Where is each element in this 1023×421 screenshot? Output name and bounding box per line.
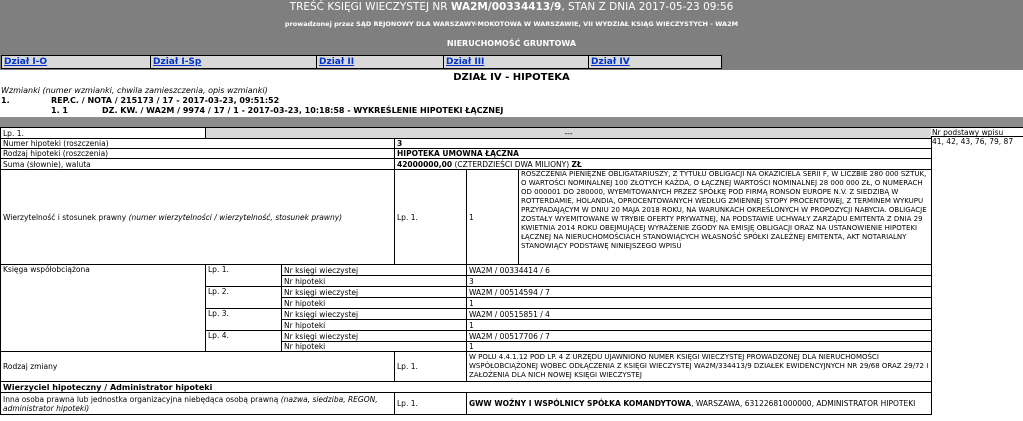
suma-value — [395, 159, 932, 170]
wierzytelnosc-hint: (numer wierzytelności / wierzytelność, stosunek prawny) — [128, 212, 343, 222]
inna-osoba-lp: Lp. 1. — [395, 393, 467, 415]
rodzaj-zmiany-lp: Lp. 1. — [395, 352, 467, 382]
wzmianki-block — [1, 86, 1022, 116]
nr-hipoteki-value: 1 — [467, 320, 932, 331]
nav-dzial-ii[interactable]: Dział II — [317, 56, 444, 68]
inna-osoba-hint: (nazwa, siedziba, REGON, administrator hipoteki) — [3, 394, 378, 413]
table-row — [1, 393, 932, 415]
table-row — [1, 352, 932, 382]
suma-currency: ZŁ — [571, 159, 582, 169]
wzmianka-text: REP.C. / NOTA / 215173 / 17 - 2017-03-23, 09:51:52 — [51, 96, 280, 105]
suma-label: Suma (słownie), waluta — [1, 159, 395, 170]
ksiega-lp: Lp. 3. — [206, 309, 282, 331]
hipoteka-table — [0, 127, 932, 415]
wzmianka-row-2 — [1, 106, 1022, 116]
inna-osoba-value — [467, 393, 932, 415]
nr-ksiegi-value: WA2M / 00334414 / 6 — [467, 265, 932, 276]
table-row — [1, 159, 932, 170]
rodzaj-zmiany-label: Rodzaj zmiany — [1, 352, 395, 382]
wzmianka-number: 1. — [1, 96, 10, 105]
kw-number: WA2M/00334413/9 — [450, 1, 562, 13]
ksiega-lp: Lp. 2. — [206, 287, 282, 309]
court-name: prowadzonej przez SĄD REJONOWY DLA WARSZAWY-MOKOTOWA W WARSZAWIE, VII WYDZIAŁ KSIĄG WIECZYSTYCH - WA2M — [284, 20, 739, 28]
nav-dzial-i-o[interactable]: Dział I-O — [2, 56, 151, 68]
nav-dzial-iv[interactable]: Dział IV — [591, 57, 630, 67]
nr-hipoteki-value: 1 — [467, 298, 932, 309]
wierzyciel-name: GWW WOŹNY I WSPÓLNICY SPÓŁKA KOMANDYTOWA — [469, 399, 692, 408]
nav-dzial-i-sp[interactable]: Dział I-Sp — [151, 56, 317, 68]
nr-ksiegi-value: WA2M / 00515851 / 4 — [467, 309, 932, 320]
wzmianka-number: 1. 1 — [51, 106, 68, 115]
lp-label: Lp. 1. — [1, 128, 206, 139]
nr-hipoteki-label: Nr hipoteki — [282, 298, 467, 309]
nr-ksiegi-value: WA2M / 00514594 / 7 — [467, 287, 932, 298]
separator-bar — [0, 117, 1023, 127]
podstawa-wpisu-column — [931, 127, 1023, 146]
rodzaj-zmiany-text: W POLU 4.4.1.12 POD LP. 4 Z URZĘDU UJAWNIONO NUMER KSIĘGI WIECZYSTEJ PROWADZONEJ DLA NIERUCHOMOŚCI WSPÓŁOBCIĄŻONEJ WOBEC ODŁĄCZENIA Z KSIĘGI WIECZYSTEJ WA2M/334413/9 DZIAŁEK EWIDENCYJNYCH NR 29/68 ORAZ 29/72 I ZAŁOŻENIA DLA NICH NOWEJ KSIĘGI WIECZYSTEJ — [467, 352, 932, 382]
wierzyciel-details: , WARSZAWA, 63122681000000, ADMINISTRATOR HIPOTEKI — [691, 399, 916, 408]
table-row — [1, 170, 932, 265]
nr-hipoteki-value: 1 — [467, 342, 932, 352]
suma-amount: 42000000,00 — [397, 159, 453, 169]
nr-ksiegi-label: Nr księgi wieczystej — [282, 331, 467, 342]
section-nav — [1, 55, 722, 69]
nr-hipoteki-label: Nr hipoteki — [282, 342, 467, 352]
nr-ksiegi-label: Nr księgi wieczystej — [282, 309, 467, 320]
ksiega-lp: Lp. 4. — [206, 331, 282, 352]
ksiega-lp: Lp. 1. — [206, 265, 282, 287]
rodzaj-hipoteki-label: Rodzaj hipoteki (roszczenia) — [1, 149, 395, 159]
header-title-prefix: TREŚĆ KSIĘGI WIECZYSTEJ NR — [289, 1, 448, 13]
wierzytelnosc-label — [1, 170, 395, 265]
wierzytelnosc-number: 1 — [467, 170, 519, 265]
wzmianki-header: Wzmianki (numer wzmianki, chwila zamieszczenia, opis wzmianki) — [1, 86, 268, 95]
table-row — [1, 149, 932, 159]
nr-ksiegi-label: Nr księgi wieczystej — [282, 287, 467, 298]
header-title-suffix: , STAN Z DNIA 2017-05-23 09:56 — [561, 1, 734, 13]
nr-hipoteki-value: 3 — [467, 276, 932, 287]
wzmianka-row-1 — [1, 96, 1022, 106]
podstawa-wpisu-value: 41, 42, 43, 76, 79, 87 — [932, 137, 1014, 146]
table-row — [1, 128, 932, 139]
table-row — [1, 382, 932, 393]
nr-ksiegi-value: WA2M / 00517706 / 7 — [467, 331, 932, 342]
header-title — [0, 1, 1023, 13]
nr-hipoteki-label: Nr hipoteki — [282, 320, 467, 331]
nr-hipoteki-label: Nr hipoteki — [282, 276, 467, 287]
rodzaj-hipoteki-value: HIPOTEKA UMOWNA ŁĄCZNA — [395, 149, 932, 159]
wierzytelnosc-lp: Lp. 1. — [395, 170, 467, 265]
suma-words: (CZTERDZIEŚCI DWA MILIONY) — [454, 159, 570, 169]
inna-osoba-label — [1, 393, 395, 415]
wierzyciel-header: Wierzyciel hipoteczny / Administrator hipoteki — [1, 382, 932, 393]
section-title: DZIAŁ IV - HIPOTEKA — [453, 72, 570, 83]
wzmianka-text: DZ. KW. / WA2M / 9974 / 17 / 1 - 2017-03-23, 10:18:58 - WYKREŚLENIE HIPOTEKI ŁĄCZNEJ — [102, 106, 504, 115]
nav-dzial-iii[interactable]: Dział III — [444, 56, 589, 68]
property-type: NIERUCHOMOŚĆ GRUNTOWA — [446, 39, 577, 48]
nr-ksiegi-label: Nr księgi wieczystej — [282, 265, 467, 276]
table-row — [1, 265, 932, 276]
wierzytelnosc-text: ROSZCZENIA PIENIĘŻNE OBLIGATARIUSZY, Z TYTUŁU OBLIGACJI NA OKAZICIELA SERII F, W LICZBIE 280 000 SZTUK, O WARTOŚCI NOMINALNEJ 100 ZŁOTYCH KAŻDA, O ŁĄCZNEJ WARTOŚCI NOMINALNEJ 28 000 000 ZŁ, O NUMERACH OD 000001 DO 280000, WYEMITOWANYCH PRZEZ SPÓŁKĘ POD FIRMĄ RONSON EUROPE N.V. Z SIEDZIBĄ W ROTTERDAMIE, HOLANDIA, OPROCENTOWANYCH WEDŁUG ZMIENNEJ STOPY PROCENTOWEJ, Z TERMINEM WYKUPU PRZYPADAJĄCYM W DNIU 20 MAJA 2018 ROKU, NA WARUNKACH OKREŚLONYCH W PROPOZYCJI NABYCIA. OBLIGACJE ZOSTAŁY WYEMITOWANE W TRYBIE OFERTY PRYWATNEJ, NA PODSTAWIE UCHWAŁY ZARZĄDU EMITENTA Z DNIA 29 KWIETNIA 2014 ROKU OBEJMUJĄCEJ WYRAŻENIE ZGODY NA EMISJĘ OBLIGACJI ORAZ NA USTANOWIENIE HIPOTEKI ŁĄCZNEJ NA NIERUCHOMOŚCIACH STANOWIĄCYCH WŁASNOŚĆ SPÓŁKI ZALEŻNEJ EMITENTA, AKT NOTARIALNY STANOWIĄCY PODSTAWĘ NINIEJSZEGO WPISU — [519, 170, 932, 265]
section-nav-bar — [0, 52, 1023, 70]
wierzytelnosc-label-text: Wierzytelność i stosunek prawny — [3, 212, 127, 222]
table-row — [1, 139, 932, 149]
document-header — [0, 0, 1023, 52]
lp-dashes: --- — [206, 128, 932, 139]
inna-osoba-label-text: Inna osoba prawna lub jednostka organizacyjna niebędąca osobą prawną — [3, 394, 279, 404]
podstawa-wpisu-header: Nr podstawy wpisu — [931, 127, 1023, 137]
numer-hipoteki-value: 3 — [395, 139, 932, 149]
numer-hipoteki-label: Numer hipoteki (roszczenia) — [1, 139, 395, 149]
ksiega-label: Księga współobciążona — [1, 265, 206, 352]
